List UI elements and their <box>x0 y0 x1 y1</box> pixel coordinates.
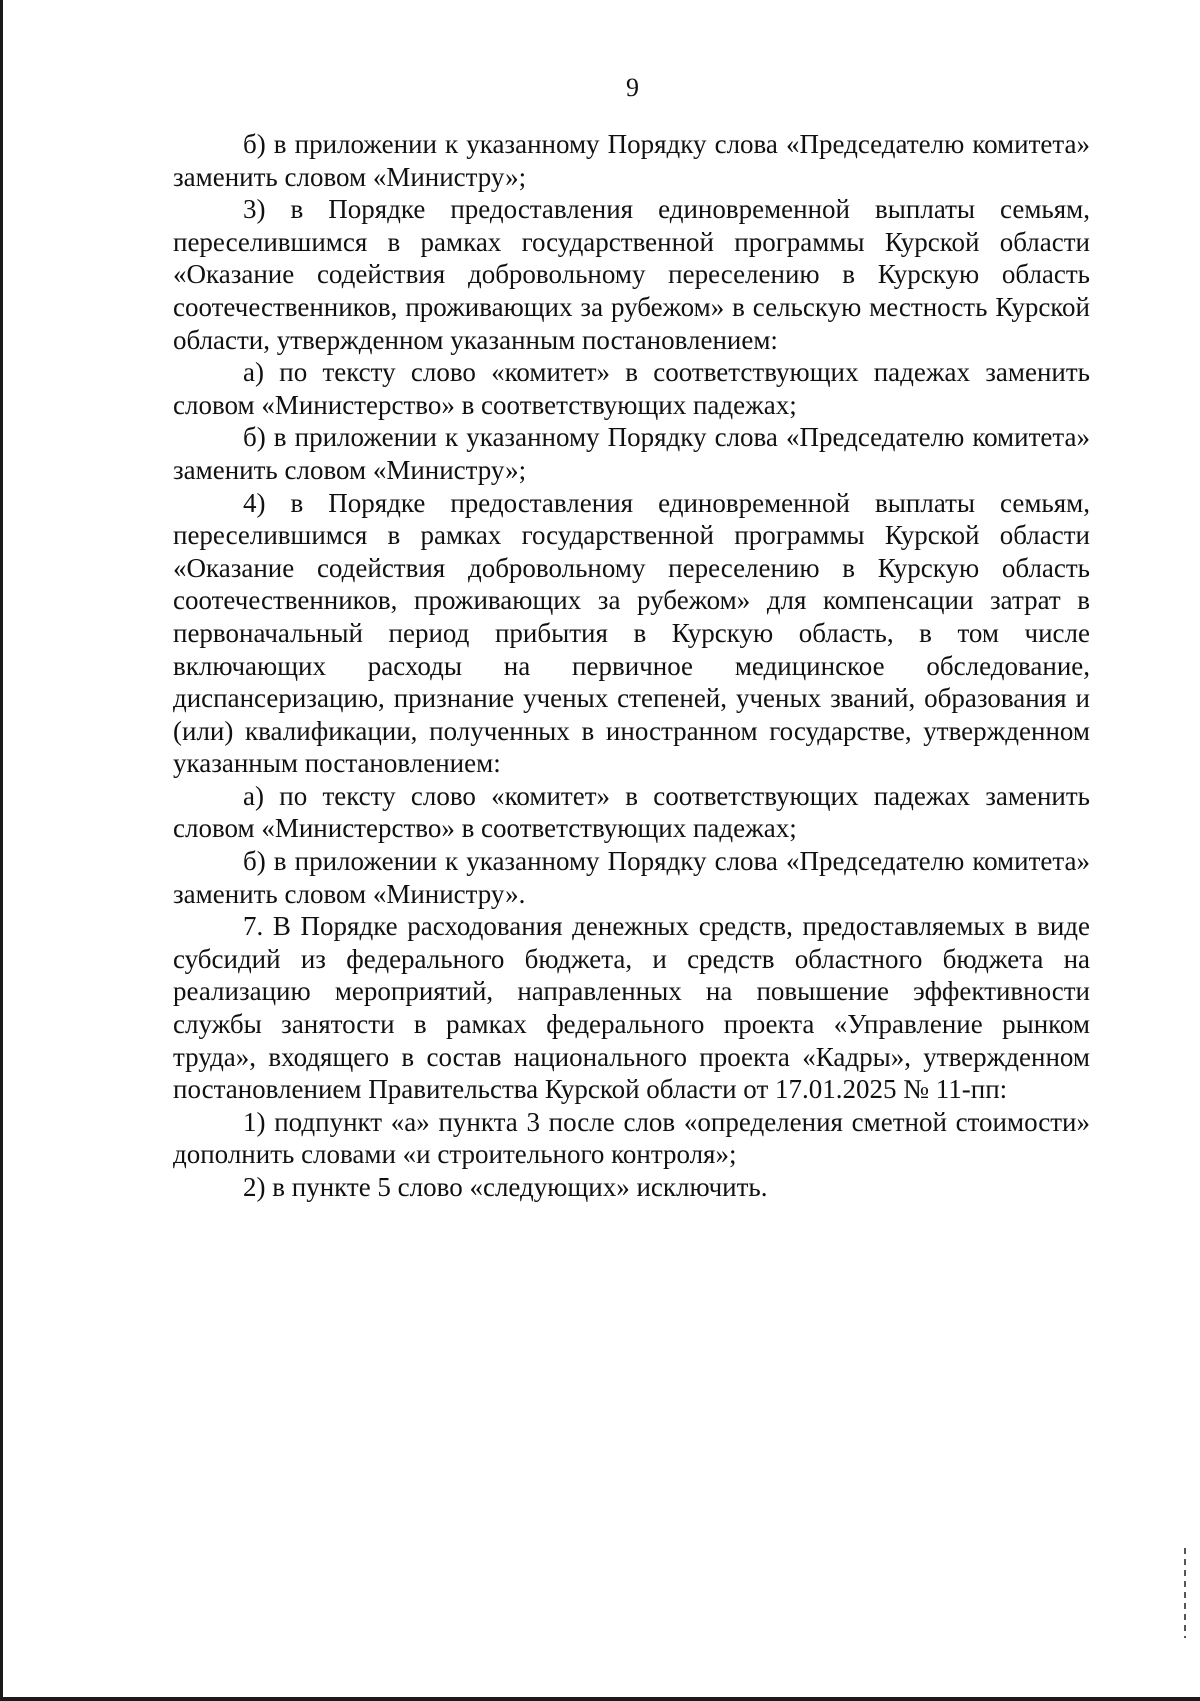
page-number: 9 <box>626 73 639 102</box>
paragraph-7-subsidy-order: 7. В Порядке расходования денежных средств, предоставляемых в виде субсидий из федерального бюджета, и средств областного бюджета на реализацию мероприятий, направленных на повышение эффективности службы занятости в рамках федерального проекта «Управление рынком труда», входящего в состав национального проекта «Кадры», утвержденном постановлением Правительства Курской области от 17.01.2025 № 11-пп: <box>173 911 1090 1105</box>
paragraph-4b-appendix: б) в приложении к указанному Порядку слова «Председателю комитета» заменить словом «Министру». <box>173 846 1090 909</box>
paragraph-4a-committee-replace: а) по тексту слово «комитет» в соответствующих падежах заменить словом «Министерство» в соответствующих падежах; <box>173 780 1090 844</box>
paragraph-4-compensation-order: 4) в Порядке предоставления единовременной выплаты семьям, переселившимся в рамках государственной программы Курской области «Оказание содействия добровольному переселению в Курскую область соотечественников, проживающих за рубежом» для компенсации затрат в первоначальный период прибытия в Курскую область, в том числе включающих расходы на первичное медицинское обследование, диспансеризацию, признание ученых степеней, ученых званий, образования и (или) квалификации, полученных в иностранном государстве, утвержденном указанным постановлением: <box>173 487 1090 779</box>
paragraph-3-rural-payment-order: 3) в Порядке предоставления единовременной выплаты семьям, переселившимся в рамках государственной программы Курской области «Оказание содействия добровольному переселению в Курскую область соотечественников, проживающих за рубежом» в сельскую местность Курской области, утвержденном указанным постановлением: <box>173 194 1090 355</box>
scan-right-margin-mark <box>1184 1548 1186 1638</box>
paragraph-3b-appendix: б) в приложении к указанному Порядку слова «Председателю комитета» заменить словом «Министру»; <box>173 422 1090 485</box>
document-body <box>173 128 1090 1204</box>
scan-bottom-border <box>0 1697 1200 1701</box>
paragraph-1b-appendix: б) в приложении к указанному Порядку слова «Председателю комитета» заменить словом «Министру»; <box>173 129 1090 192</box>
paragraph-7-2-subparagraph: 2) в пункте 5 слово «следующих» исключить. <box>243 1172 768 1202</box>
paragraph-7-1-subparagraph: 1) подпункт «а» пункта 3 после слов «определения сметной стоимости» дополнить словами «и строительного контроля»; <box>173 1106 1090 1170</box>
paragraph-3a-committee-replace: а) по тексту слово «комитет» в соответствующих падежах заменить словом «Министерство» в соответствующих падежах; <box>173 357 1090 420</box>
scan-left-border <box>0 0 3 1701</box>
